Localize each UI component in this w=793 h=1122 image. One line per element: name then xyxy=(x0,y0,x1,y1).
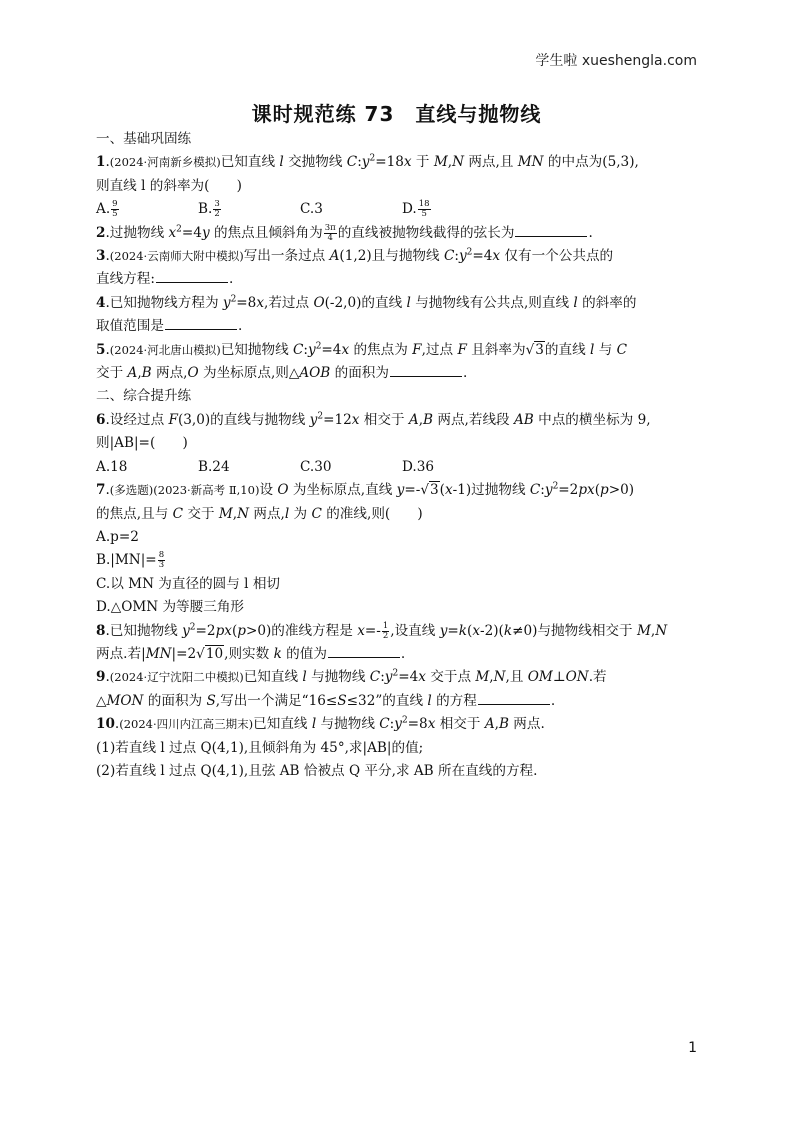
option-a[interactable]: A.18 xyxy=(96,458,128,475)
page-title: 课时规范练 73 直线与抛物线 xyxy=(251,102,542,126)
answer-blank[interactable] xyxy=(515,222,587,237)
fraction: $\frac{9}{5}$ xyxy=(112,199,118,220)
question-number: 10 xyxy=(96,716,115,733)
option-d[interactable]: D.36 xyxy=(402,458,435,475)
fraction: $\frac{8}{3}$ xyxy=(158,550,165,571)
fraction: $\frac{1}{2}$ xyxy=(382,620,389,641)
page-number: 1 xyxy=(688,1040,697,1056)
section-heading-basic: 一、基础巩固练 xyxy=(96,131,192,147)
question-1-stem-cont: 则直线 l 的斜率为( ) xyxy=(96,177,242,194)
question-number: 7 xyxy=(96,482,106,499)
question-6-options xyxy=(96,456,700,479)
answer-blank[interactable] xyxy=(390,362,462,377)
question-9-cont: △MON 的面积为 S,写出一个满足“16≤S≤32”的直线 l 的方程 . xyxy=(96,690,700,713)
question-number: 3 xyxy=(96,248,106,265)
question-6: 6.设经过点 F(3,0)的直线与抛物线 $y^2=12x$ 相交于 A,B 两点,若线段 AB 中点的横坐标为 9, xyxy=(96,411,651,428)
option-b[interactable]: B. $\frac{3}{2}$ xyxy=(198,199,220,220)
question-7-cont: 的焦点,且与 C 交于 M,N 两点,l 为 C 的准线,则( ) xyxy=(96,505,423,522)
question-7: 7.(多选题)(2023·新高考 Ⅱ,10)设 O 为坐标原点,直线 y=-√3(x-1)过抛物线 $C:y^2=2px(p>0)$ xyxy=(96,479,700,502)
question-2: 2.过抛物线 $x^2=4y$ 的焦点且倾斜角为 $\frac{3\pi}{4}$ 的直线被抛物线截得的弦长为 . xyxy=(96,222,593,243)
option-b[interactable]: B.|MN|= $\frac{8}{3}$ xyxy=(96,550,165,571)
option-c[interactable]: C.30 xyxy=(300,458,332,475)
question-9: 9.(2024·辽宁沈阳二中模拟)已知直线 l 与抛物线 $C:y^2=4x$ 交于点 M,N,且 OM⊥ON.若 xyxy=(96,668,607,686)
question-1: 1.(2024·河南新乡模拟)已知直线 l 交抛物线 $C:y^2=18x$ 于 M,N 两点,且 MN 的中点为(5,3), xyxy=(96,153,639,171)
section-heading-advanced: 二、综合提升练 xyxy=(96,388,192,405)
question-3: 3.(2024·云南师大附中模拟)写出一条过点 A(1,2)且与抛物线 $C:y^2=4x$ 仅有一个公共点的 xyxy=(96,247,614,265)
option-c[interactable]: C.以 MN 为直径的圆与 l 相切 xyxy=(96,575,281,592)
exercise-body xyxy=(96,128,700,783)
question-10: 10.(2024·四川内江高三期末)已知直线 l 与抛物线 $C:y^2=8x$ 相交于 A,B 两点. xyxy=(96,715,545,733)
question-number: 9 xyxy=(96,669,106,686)
sqrt-expression: √3 xyxy=(525,341,544,358)
question-10-part-1: (1)若直线 l 过点 Q(4,1),且倾斜角为 45°,求|AB|的值; xyxy=(96,739,424,756)
question-source: (2024·河北唐山模拟) xyxy=(109,342,221,357)
question-4-cont: 取值范围是 . xyxy=(96,315,700,338)
question-source: (2024·河南新乡模拟) xyxy=(109,155,221,170)
answer-blank[interactable] xyxy=(156,268,228,283)
question-number: 1 xyxy=(96,154,106,171)
question-source: (2024·四川内江高三期末) xyxy=(119,717,254,732)
fraction: $\frac{3}{2}$ xyxy=(214,199,220,220)
sqrt-expression: √10 xyxy=(196,645,224,662)
answer-blank[interactable] xyxy=(328,643,400,658)
question-3-cont: 直线方程: . xyxy=(96,268,700,291)
question-source: (多选题)(2023·新高考 Ⅱ,10) xyxy=(109,483,260,498)
question-6-cont: 则|AB|=( ) xyxy=(96,435,188,452)
fraction: $\frac{3\pi}{4}$ xyxy=(324,222,336,243)
question-number: 4 xyxy=(96,294,106,311)
fraction: $\frac{18}{5}$ xyxy=(418,199,430,220)
option-d[interactable]: D.△OMN 为等腰三角形 xyxy=(96,599,245,616)
question-8: 8.已知抛物线 $y^2=2px(p>0)$的准线方程是 x=- $\frac{1}{2}$ ,设直线 y=k(x-2)(k≠0)与抛物线相交于 M,N xyxy=(96,620,668,641)
option-c[interactable]: C.3 xyxy=(300,201,323,218)
question-5: 5.(2024·河北唐山模拟)已知抛物线 $C:y^2=4x$ 的焦点为 F,过点 F 且斜率为√3的直线 l 与 C xyxy=(96,339,700,362)
sqrt-expression: √3 xyxy=(420,482,439,499)
question-number: 2 xyxy=(96,224,106,241)
question-4: 4.已知抛物线方程为 $y^2=8x$,若过点 O(-2,0)的直线 l 与抛物线有公共点,则直线 l 的斜率的 xyxy=(96,294,637,311)
answer-blank[interactable] xyxy=(165,315,237,330)
question-source: (2024·云南师大附中模拟) xyxy=(109,249,244,264)
question-number: 8 xyxy=(96,622,106,639)
question-8-cont: 两点.若|MN|=2√10,则实数 k 的值为 . xyxy=(96,643,700,666)
option-d[interactable]: D. $\frac{18}{5}$ xyxy=(402,199,430,220)
option-a[interactable]: A.p=2 xyxy=(96,528,139,545)
answer-blank[interactable] xyxy=(478,690,550,705)
option-a[interactable]: A. $\frac{9}{5}$ xyxy=(96,199,118,220)
question-5-cont: 交于 A,B 两点,O 为坐标原点,则△AOB 的面积为 . xyxy=(96,362,700,385)
question-number: 5 xyxy=(96,341,106,358)
question-number: 6 xyxy=(96,411,106,428)
question-1-options xyxy=(96,198,700,221)
question-source: (2024·辽宁沈阳二中模拟) xyxy=(109,670,244,685)
question-10-part-2: (2)若直线 l 过点 Q(4,1),且弦 AB 恰被点 Q 平分,求 AB 所在直线的方程. xyxy=(96,762,538,779)
site-watermark: 学生啦 xueshengla.com xyxy=(535,53,697,69)
option-b[interactable]: B.24 xyxy=(198,458,230,475)
